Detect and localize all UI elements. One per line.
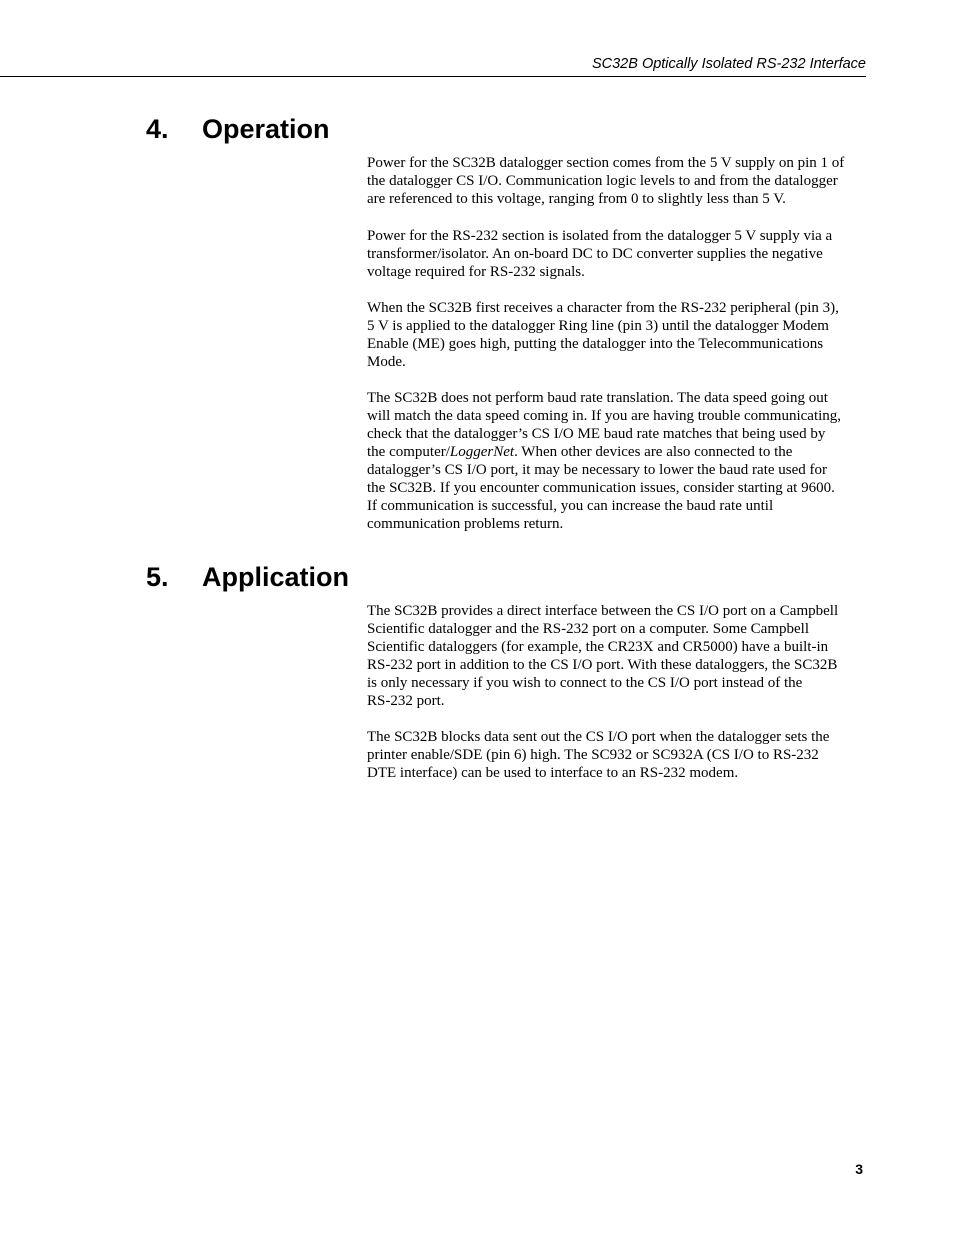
text-line: When the SC32B first receives a character from the RS-232 peripheral (pin 3),: [367, 300, 839, 316]
text-line: RS-232 port.: [367, 693, 445, 709]
text-line: Scientific dataloggers (for example, the CR23X and CR5000) have a built-in: [367, 639, 829, 655]
text-line: DTE interface) can be used to interface to an RS-232 modem.: [367, 765, 739, 781]
text-line: The SC32B provides a direct interface between the CS I/O port on a Campbell: [367, 603, 839, 619]
section-heading-application: [146, 561, 349, 593]
paragraph: [367, 389, 867, 533]
paragraph: [367, 299, 867, 371]
text-line: The SC32B does not perform baud rate translation. The data speed going out: [367, 390, 828, 406]
text-line: RS-232 port in addition to the CS I/O port. With these dataloggers, the SC32B: [367, 657, 838, 673]
text-line: Enable (ME) goes high, putting the datalogger into the Telecommunications: [367, 336, 824, 352]
text-line: is only necessary if you wish to connect to the CS I/O port instead of the: [367, 675, 803, 691]
text-line: are referenced to this voltage, ranging from 0 to slightly less than 5 V.: [367, 191, 786, 207]
paragraph: [367, 728, 867, 782]
text-line: printer enable/SDE (pin 6) high. The SC932 or SC932A (CS I/O to RS-232: [367, 747, 819, 763]
section-title: Application: [202, 562, 349, 592]
text-line: will match the data speed coming in. If you are having trouble communicating,: [367, 408, 842, 424]
text-line: voltage required for RS-232 signals.: [367, 264, 585, 280]
paragraph: [367, 154, 867, 208]
text-line: 5 V is applied to the datalogger Ring line (pin 3) until the datalogger Modem: [367, 318, 829, 334]
text-line: transformer/isolator. An on-board DC to DC converter supplies the negative: [367, 246, 823, 262]
section-title: Operation: [202, 114, 330, 144]
text-line: If communication is successful, you can increase the baud rate until: [367, 498, 774, 514]
section-number: 5.: [146, 562, 169, 592]
text-line: Power for the SC32B datalogger section comes from the 5 V supply on pin 1 of: [367, 155, 845, 171]
paragraph: [367, 227, 867, 281]
text-line: Scientific datalogger and the RS-232 port on a computer. Some Campbell: [367, 621, 809, 637]
text-line: datalogger’s CS I/O port, it may be necessary to lower the baud rate used for: [367, 462, 828, 478]
section-heading-operation: [146, 113, 330, 145]
running-header-title: SC32B Optically Isolated RS-232 Interface: [591, 56, 866, 72]
text-line: communication problems return.: [367, 516, 564, 532]
section-number: 4.: [146, 114, 169, 144]
product-name-loggernet: LoggerNet: [449, 444, 515, 460]
text-line: the SC32B. If you encounter communication issues, consider starting at 9600.: [367, 480, 835, 496]
text-fragment: . When other devices are also connected to the: [514, 444, 793, 460]
text-line: Mode.: [367, 354, 406, 370]
text-line: check that the datalogger’s CS I/O ME baud rate matches that being used by: [367, 426, 826, 442]
text-line: the datalogger CS I/O. Communication logic levels to and from the datalogger: [367, 173, 838, 189]
running-header: [0, 54, 866, 77]
text-line: [367, 443, 867, 461]
text-fragment: the computer/: [367, 444, 450, 460]
text-line: Power for the RS-232 section is isolated from the datalogger 5 V supply via a: [367, 228, 833, 244]
page-number: 3: [855, 1161, 863, 1177]
paragraph: [367, 602, 867, 710]
text-line: The SC32B blocks data sent out the CS I/O port when the datalogger sets the: [367, 729, 830, 745]
